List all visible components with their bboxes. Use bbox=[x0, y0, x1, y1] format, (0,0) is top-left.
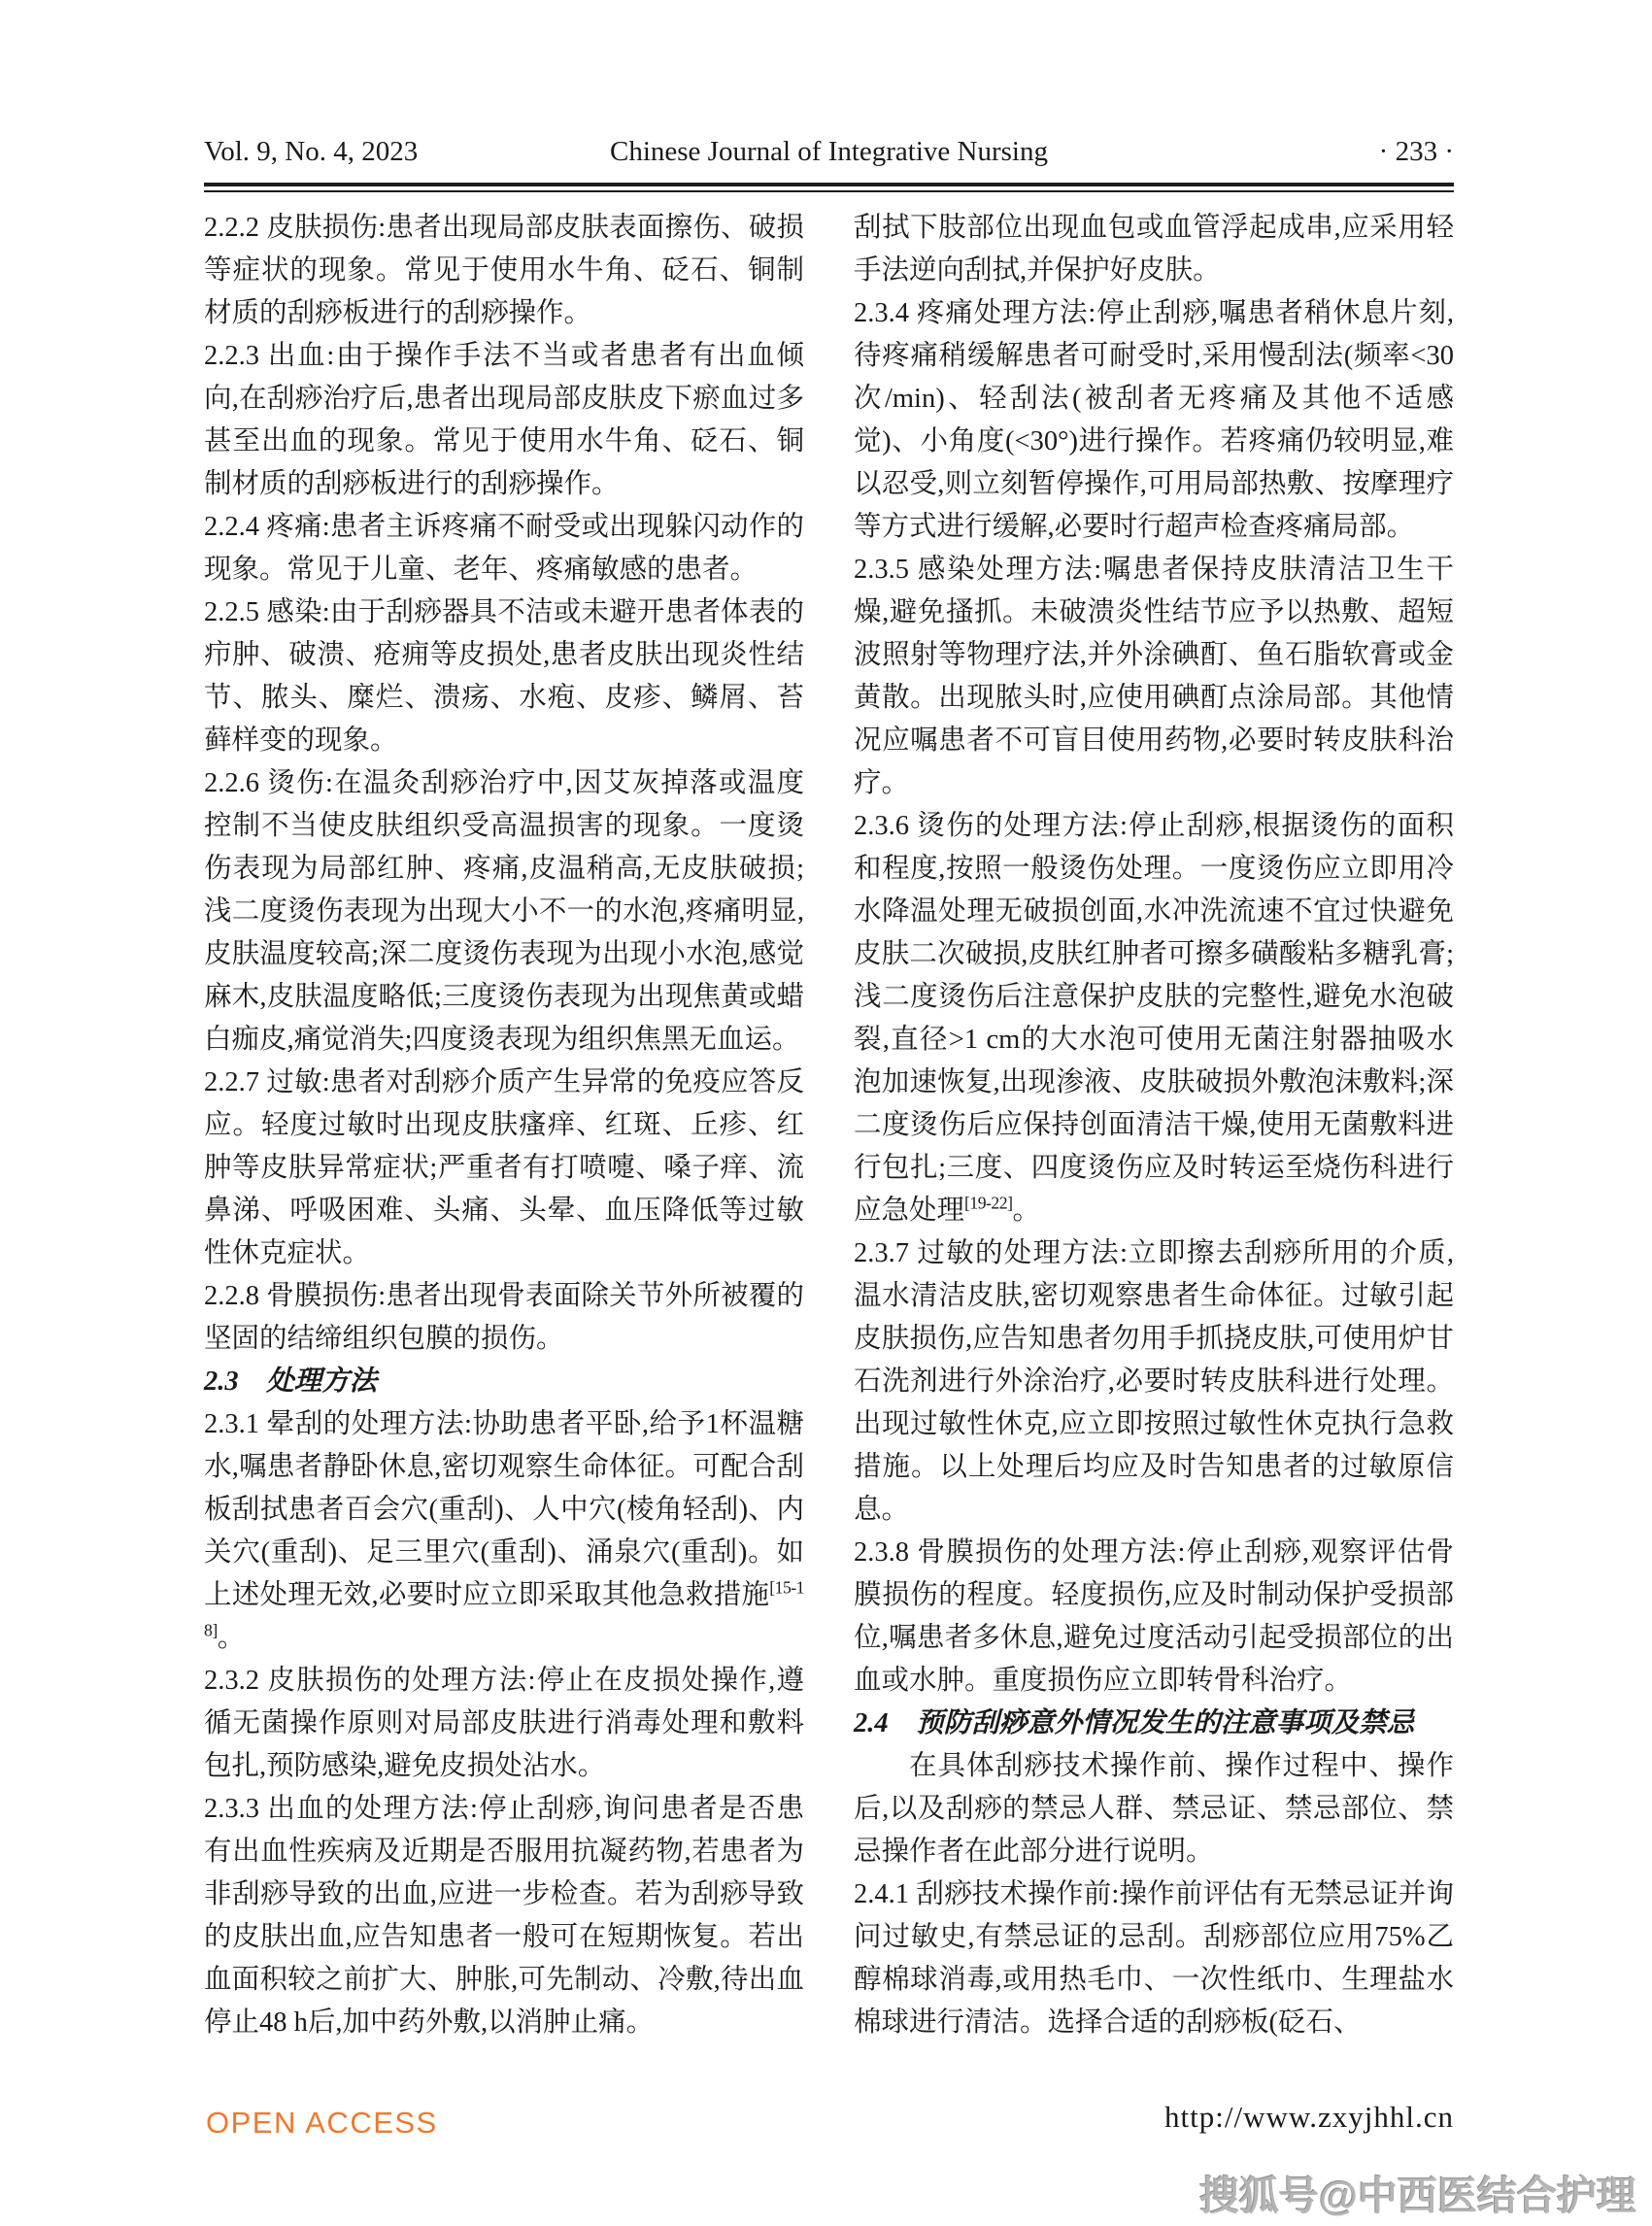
paragraph: 2.3.2 皮肤损伤的处理方法:停止在皮损处操作,遵循无菌操作原则对局部皮肤进行消毒处理和敷料包扎,预防感染,避免皮损处沾水。 bbox=[204, 1666, 804, 1781]
paragraph: 2.2.6 烫伤:在温灸刮痧治疗中,因艾灰掉落或温度控制不当使皮肤组织受高温损害的现象。一度烫伤表现为局部红肿、疼痛,皮温稍高,无皮肤破损;浅二度烫伤表现为出现大小不一的水泡,疼痛明显,皮肤温度较高;深二度烫伤表现为出现小水泡,感觉麻木,皮肤温度略低;三度烫伤表现为出现焦黄或蜡白痂皮,痛觉消失;四度烫表现为组织焦黑无血运。 bbox=[204, 768, 804, 1055]
paragraph: 2.2.2 皮肤损伤:患者出现局部皮肤表面擦伤、破损等症状的现象。常见于使用水牛角、砭石、铜制材质的刮痧板进行的刮痧操作。 bbox=[204, 213, 804, 328]
volume-issue: Vol. 9, No. 4, 2023 bbox=[198, 132, 423, 171]
paragraph: 2.3.1 晕刮的处理方法:协助患者平卧,给予1杯温糖水,嘱患者静卧休息,密切观察生命体征。可配合刮板刮拭患者百会穴(重刮)、人中穴(棱角轻刮)、内关穴(重刮)、足三里穴(重刮)、涌泉穴(重刮)。如上述处理无效,必要时应立即采取其他急救措施[15-18]。 bbox=[204, 1409, 804, 1653]
section-heading: 2.3 处理方法 bbox=[204, 1366, 378, 1397]
paragraph: 2.3.4 疼痛处理方法:停止刮痧,嘱患者稍休息片刻,待疼痛稍缓解患者可耐受时,采用慢刮法(频率<30次/min)、轻刮法(被刮者无疼痛及其他不适感觉)、小角度(<30°)进行操作。若疼痛仍较明显,难以忍受,则立刻暂停操作,可用局部热敷、按摩理疗等方式进行缓解,必要时行超声检查疼痛局部。 bbox=[854, 298, 1454, 542]
paragraph: 2.3.6 烫伤的处理方法:停止刮痧,根据烫伤的面积和程度,按照一般烫伤处理。一度烫伤应立即用冷水降温处理无破损创面,水冲洗流速不宜过快避免皮肤二次破损,皮肤红肿者可擦多磺酸粘多糖乳膏;浅二度烫伤后注意保护皮肤的完整性,避免水泡破裂,直径>1 cm的大水泡可使用无菌注射器抽吸水泡加速恢复,出现渗液、皮肤破损外敷泡沫敷料;深二度烫伤后应保持创面清洁干燥,使用无菌敷料进行包扎;三度、四度烫伤应及时转运至烧伤科进行应急处理[19-22]。 bbox=[854, 811, 1454, 1226]
section-heading: 2.4 预防刮痧意外情况发生的注意事项及禁忌 bbox=[854, 1708, 1415, 1738]
paragraph: 2.3.5 感染处理方法:嘱患者保持皮肤清洁卫生干燥,避免搔抓。未破溃炎性结节应予以热敷、超短波照射等物理疗法,并外涂碘酊、鱼石脂软膏或金黄散。出现脓头时,应使用碘酊点涂局部。其他情况应嘱患者不可盲目使用药物,必要时转皮肤科治疗。 bbox=[854, 555, 1454, 798]
journal-title: Chinese Journal of Integrative Nursing bbox=[609, 136, 1048, 167]
header-double-rule bbox=[204, 183, 1454, 192]
page-number: · 233 · bbox=[1373, 132, 1460, 171]
paragraph: 2.3.3 出血的处理方法:停止刮痧,询问患者是否患有出血性疾病及近期是否服用抗凝药物,若患者为非刮痧导致的出血,应进一步检查。若为刮痧导致的皮肤出血,应告知患者一般可在短期恢复。若出血面积较之前扩大、肿胀,可先制动、冷敷,待出血停止48 h后,加中药外敷,以消肿止痛。 bbox=[204, 1794, 804, 2038]
reference-superscript: [19-22] bbox=[964, 1193, 1013, 1213]
paragraph: 2.3.8 骨膜损伤的处理方法:停止刮痧,观察评估骨膜损伤的程度。轻度损伤,应及时制动保护受损部位,嘱患者多休息,避免过度活动引起受损部位的出血或水肿。重度损伤应立即转骨科治疗。 bbox=[854, 1537, 1454, 1696]
paragraph: 2.2.7 过敏:患者对刮痧介质产生异常的免疫应答反应。轻度过敏时出现皮肤瘙痒、红斑、丘疹、红肿等皮肤异常症状;严重者有打喷嚏、嗓子痒、流鼻涕、呼吸困难、头痛、头晕、血压降低等过敏性休克症状。 bbox=[204, 1067, 804, 1268]
open-access-label: OPEN ACCESS bbox=[206, 2106, 438, 2140]
page-header bbox=[204, 132, 1454, 171]
article-body bbox=[204, 207, 1454, 2099]
paragraph: 在具体刮痧技术操作前、操作过程中、操作后,以及刮痧的禁忌人群、禁忌证、禁忌部位、禁忌操作者在此部分进行说明。 bbox=[854, 1751, 1454, 1867]
paragraph: 2.2.5 感染:由于刮痧器具不洁或未避开患者体表的疖肿、破溃、疮痈等皮损处,患者皮肤出现炎性结节、脓头、糜烂、溃疡、水疱、皮疹、鳞屑、苔藓样变的现象。 bbox=[204, 597, 804, 756]
paragraph: 2.2.8 骨膜损伤:患者出现骨表面除关节外所被覆的坚固的结缔组织包膜的损伤。 bbox=[204, 1281, 804, 1354]
reference-superscript: [15-18] bbox=[204, 1577, 804, 1640]
column-right bbox=[854, 207, 1454, 2099]
paragraph: 2.2.4 疼痛:患者主诉疼痛不耐受或出现躲闪动作的现象。常见于儿童、老年、疼痛敏感的患者。 bbox=[204, 512, 804, 585]
paragraph: 2.2.3 出血:由于操作手法不当或者患者有出血倾向,在刮痧治疗后,患者出现局部皮肤皮下瘀血过多甚至出血的现象。常见于使用水牛角、砭石、铜制材质的刮痧板进行的刮痧操作。 bbox=[204, 341, 804, 499]
paragraph: 刮拭下肢部位出现血包或血管浮起成串,应采用轻手法逆向刮拭,并保护好皮肤。 bbox=[854, 213, 1454, 286]
column-left bbox=[204, 207, 804, 2099]
sohu-watermark: 搜狐号@中西医结合护理 bbox=[1199, 2174, 1636, 2218]
paragraph: 2.3.7 过敏的处理方法:立即擦去刮痧所用的介质,温水清洁皮肤,密切观察患者生命体征。过敏引起皮肤损伤,应告知患者勿用手抓挠皮肤,可使用炉甘石洗剂进行外涂治疗,必要时转皮肤科进行处理。出现过敏性休克,应立即按照过敏性休克执行急救措施。以上处理后均应及时告知患者的过敏原信息。 bbox=[854, 1238, 1454, 1525]
paragraph: 2.4.1 刮痧技术操作前:操作前评估有无禁忌证并询问过敏史,有禁忌证的忌刮。刮痧部位应用75%乙醇棉球消毒,或用热毛巾、一次性纸巾、生理盐水棉球进行清洁。选择合适的刮痧板(砭石、 bbox=[854, 1879, 1454, 2038]
journal-website-url: http://www.zxyjhhl.cn bbox=[1164, 2100, 1454, 2134]
